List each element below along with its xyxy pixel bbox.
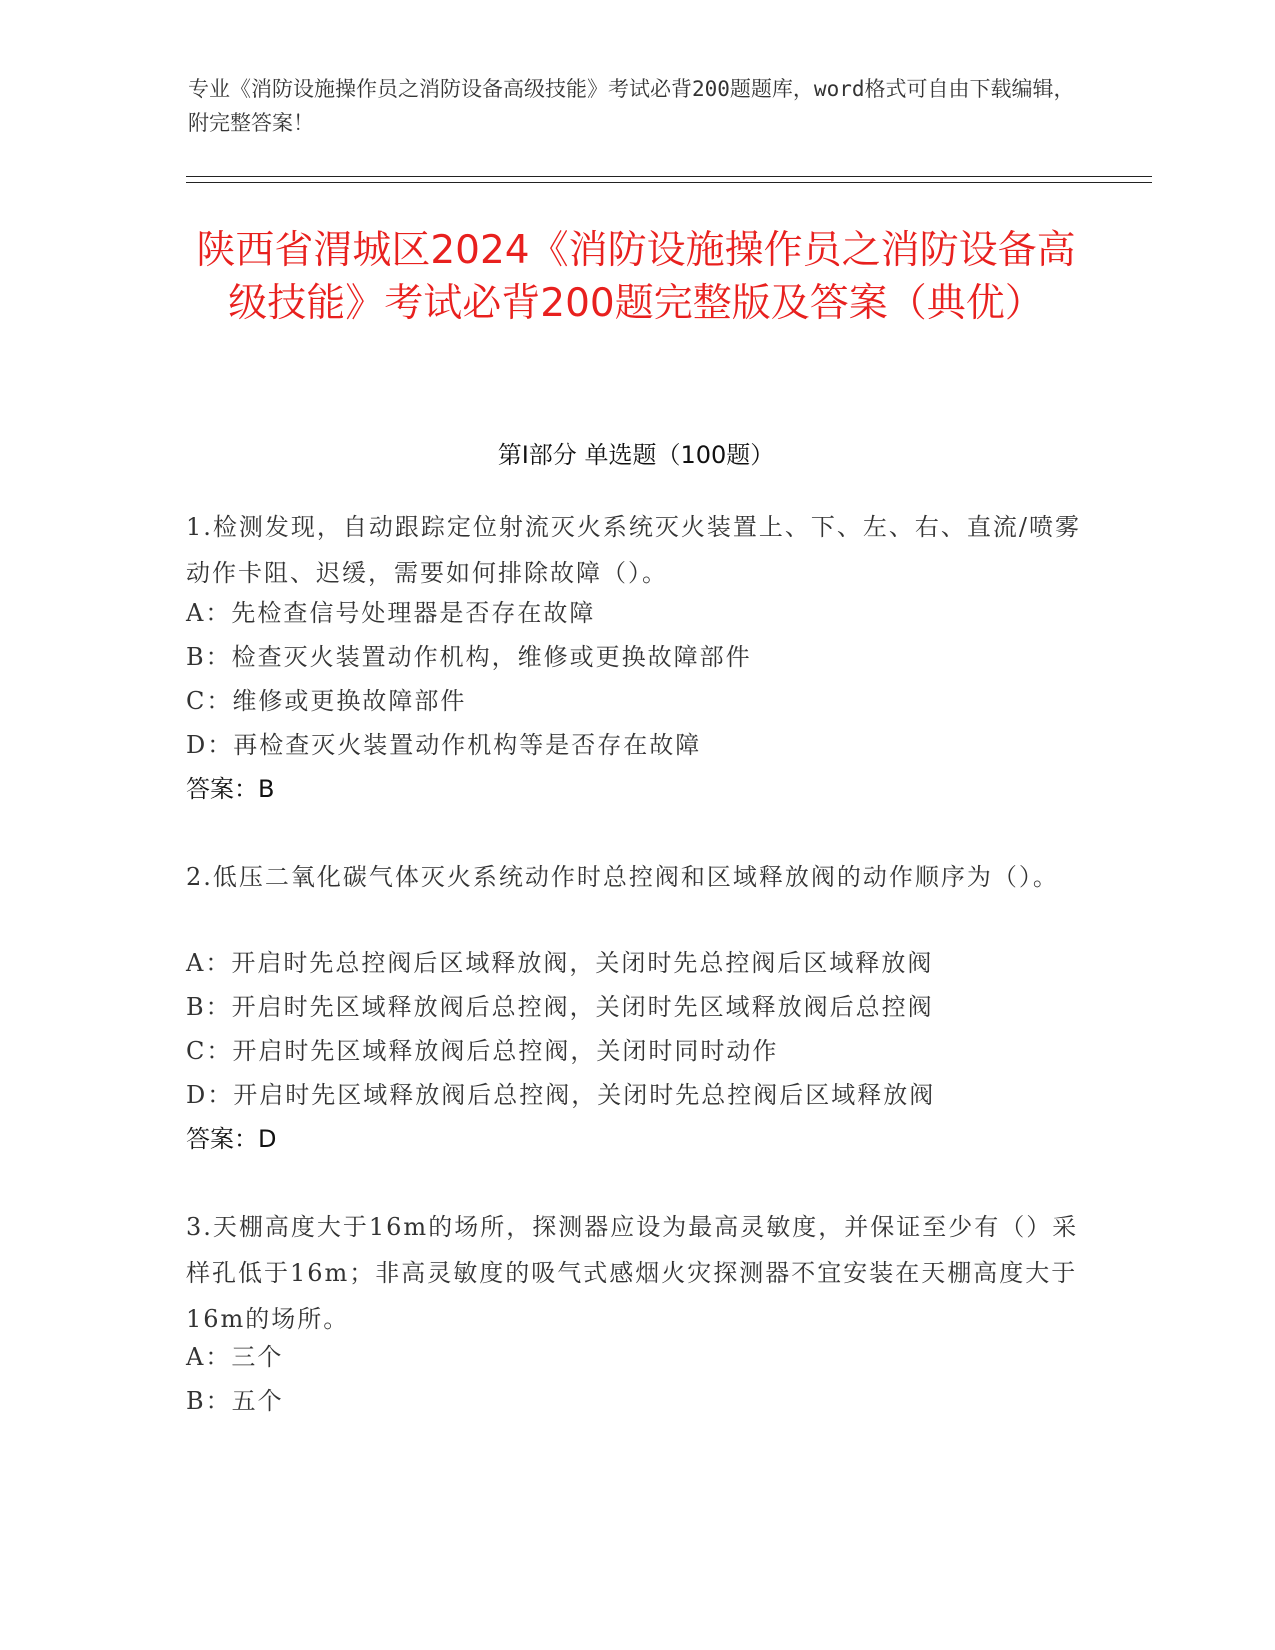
question-2-option-d: D：开启时先区域释放阀后总控阀，关闭时先总控阀后区域释放阀 [186, 1081, 936, 1109]
section-heading: 第I部分 单选题（100题） [497, 441, 775, 469]
question-3-option-a: A：三个 [186, 1343, 284, 1371]
header-divider-bottom [186, 182, 1152, 183]
question-3-option-b: B：五个 [186, 1387, 284, 1415]
question-1-option-c: C：维修或更换故障部件 [186, 687, 467, 715]
header-note: 专业《消防设施操作员之消防设备高级技能》考试必背200题题库，word格式可自由下载编辑，附完整答案！ [188, 77, 1075, 135]
question-3-text: 3.天棚高度大于16m的场所，探测器应设为最高灵敏度，并保证至少有（）采样孔低于16m；非高灵敏度的吸气式感烟火灾探测器不宜安装在天棚高度大于16m的场所。 [186, 1213, 1079, 1333]
question-1-option-b: B：检查灭火装置动作机构，维修或更换故障部件 [186, 643, 752, 671]
question-2-text: 2.低压二氧化碳气体灭火系统动作时总控阀和区域释放阀的动作顺序为（）。 [186, 863, 1059, 891]
question-2-option-c: C：开启时先区域释放阀后总控阀，关闭时同时动作 [186, 1037, 779, 1065]
question-2-option-a: A：开启时先总控阀后区域释放阀，关闭时先总控阀后区域释放阀 [186, 949, 934, 977]
question-2-option-b: B：开启时先区域释放阀后总控阀，关闭时先区域释放阀后总控阀 [186, 993, 934, 1021]
question-1-option-d: D：再检查灭火装置动作机构等是否存在故障 [186, 731, 702, 759]
question-1-option-a: A：先检查信号处理器是否存在故障 [186, 599, 596, 627]
header-divider-top [186, 176, 1152, 177]
question-1-text: 1.检测发现，自动跟踪定位射流灭火系统灭火装置上、下、左、右、直流/喷雾动作卡阻、迟缓，需要如何排除故障（）。 [186, 513, 1081, 587]
document-title: 陕西省渭城区2024《消防设施操作员之消防设备高级技能》考试必背200题完整版及答案（典优） [196, 228, 1076, 326]
question-1-answer: 答案：B [186, 775, 275, 803]
question-2-answer: 答案：D [186, 1125, 277, 1153]
